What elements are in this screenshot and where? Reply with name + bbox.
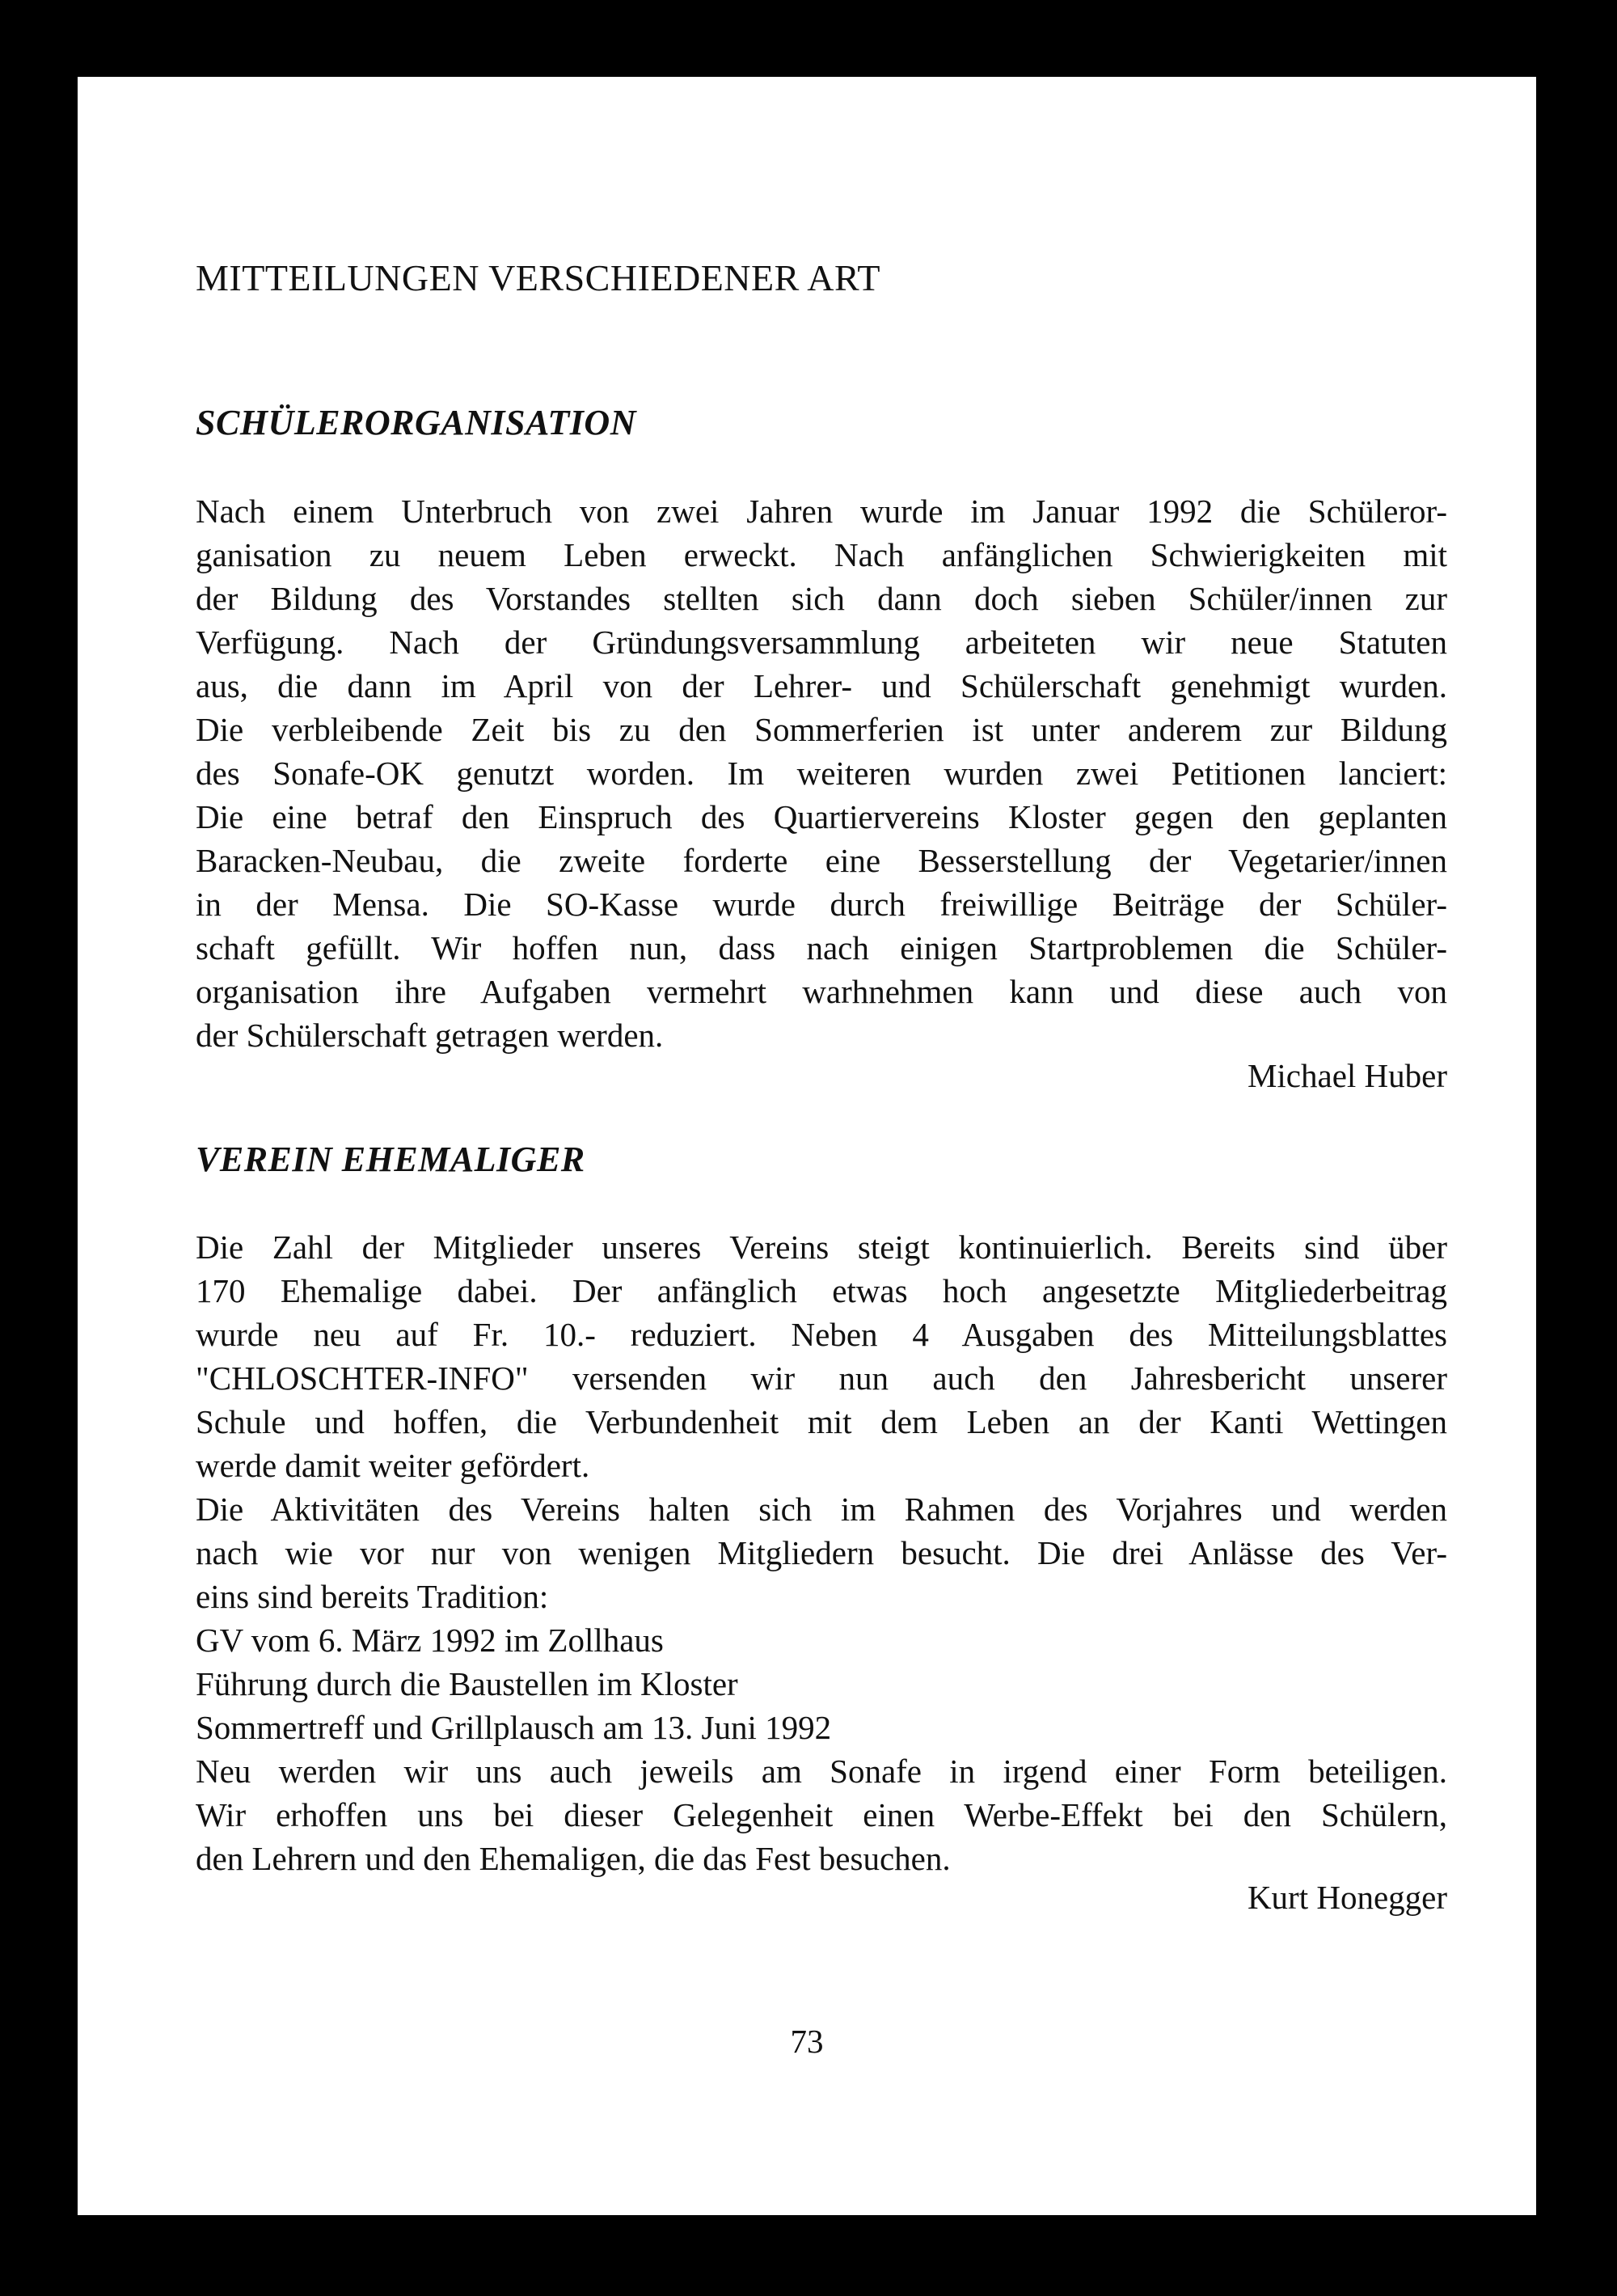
text-line: Schule und hoffen, die Verbundenheit mit dem Leben an der Kanti Wettingen bbox=[196, 1403, 1447, 1440]
text-line: der Schülerschaft getragen werden. bbox=[196, 1017, 664, 1054]
text-line: in der Mensa. Die SO-Kasse wurde durch freiwillige Beiträge der Schüler- bbox=[196, 886, 1447, 923]
text-line: des Sonafe-OK genutzt worden. Im weiteren wurden zwei Petitionen lanciert: bbox=[196, 755, 1447, 792]
section-body-schuelerorganisation bbox=[196, 489, 1447, 1057]
text-line: Die eine betraf den Einspruch des Quartiervereins Kloster gegen den geplanten bbox=[196, 798, 1447, 835]
text-line: eins sind bereits Tradition: bbox=[196, 1578, 549, 1615]
text-line: Die Aktivitäten des Vereins halten sich im Rahmen des Vorjahres und werden bbox=[196, 1490, 1447, 1528]
text-line: "CHLOSCHTER-INFO" versenden wir nun auch den Jahresbericht unserer bbox=[196, 1359, 1447, 1397]
text-line: schaft gefüllt. Wir hoffen nun, dass nach einigen Startproblemen die Schüler- bbox=[196, 929, 1447, 966]
text-line: Die verbleibende Zeit bis zu den Sommerferien ist unter anderem zur Bildung bbox=[196, 711, 1447, 748]
text-line: Die Zahl der Mitglieder unseres Vereins steigt kontinuierlich. Bereits sind über bbox=[196, 1228, 1447, 1266]
text-line: der Bildung des Vorstandes stellten sich dann doch sieben Schüler/innen zur bbox=[196, 580, 1447, 617]
text-line: den Lehrern und den Ehemaligen, die das Fest besuchen. bbox=[196, 1840, 951, 1877]
text-line: Nach einem Unterbruch von zwei Jahren wurde im Januar 1992 die Schüleror- bbox=[196, 493, 1447, 530]
text-line: Sommertreff und Grillplausch am 13. Juni 1992 bbox=[196, 1709, 832, 1746]
text-line: wurde neu auf Fr. 10.- reduziert. Neben 4 Ausgaben des Mitteilungsblattes bbox=[196, 1316, 1447, 1353]
text-line: Verfügung. Nach der Gründungsversammlung arbeiteten wir neue Statuten bbox=[196, 624, 1447, 661]
page-number: 73 bbox=[790, 2023, 824, 2060]
author-signature-schuelerorganisation: Michael Huber bbox=[1247, 1057, 1447, 1094]
section-heading-verein-ehemaliger: VEREIN EHEMALIGER bbox=[196, 1140, 585, 1179]
section-heading-schuelerorganisation: SCHÜLERORGANISATION bbox=[196, 403, 636, 442]
document-page bbox=[78, 77, 1536, 2215]
text-line: Wir erhoffen uns bei dieser Gelegenheit einen Werbe-Effekt bei den Schülern, bbox=[196, 1796, 1447, 1833]
author-signature-verein-ehemaliger: Kurt Honegger bbox=[1247, 1879, 1447, 1916]
page-title: MITTEILUNGEN VERSCHIEDENER ART bbox=[196, 257, 880, 298]
text-line: Neu werden wir uns auch jeweils am Sonafe in irgend einer Form beteiligen. bbox=[196, 1753, 1447, 1790]
text-line: Baracken-Neubau, die zweite forderte eine Besserstellung der Vegetarier/innen bbox=[196, 842, 1447, 879]
text-line: Führung durch die Baustellen im Kloster bbox=[196, 1665, 738, 1702]
text-line: ganisation zu neuem Leben erweckt. Nach anfänglichen Schwierigkeiten mit bbox=[196, 536, 1447, 573]
text-line: GV vom 6. März 1992 im Zollhaus bbox=[196, 1622, 664, 1659]
text-line: organisation ihre Aufgaben vermehrt warhnehmen kann und diese auch von bbox=[196, 973, 1447, 1010]
text-line: werde damit weiter gefördert. bbox=[196, 1447, 590, 1484]
text-line: 170 Ehemalige dabei. Der anfänglich etwas hoch angesetzte Mitgliederbeitrag bbox=[196, 1272, 1447, 1309]
text-line: aus, die dann im April von der Lehrer- und Schülerschaft genehmigt wurden. bbox=[196, 667, 1447, 704]
section-body-verein-ehemaliger bbox=[196, 1225, 1447, 1880]
text-line: nach wie vor nur von wenigen Mitgliedern besucht. Die drei Anlässe des Ver- bbox=[196, 1534, 1447, 1571]
